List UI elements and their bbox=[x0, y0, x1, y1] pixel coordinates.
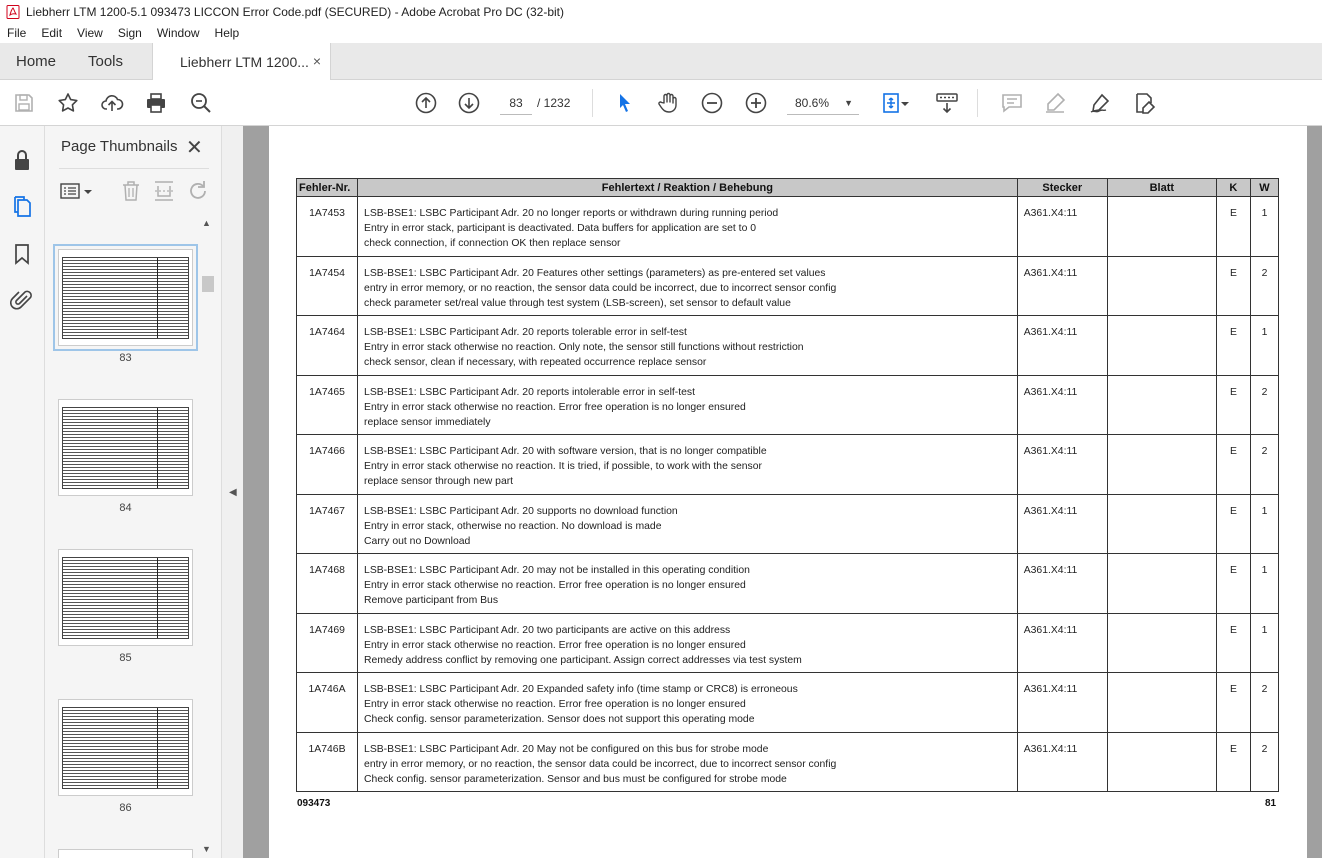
menu-view[interactable]: View bbox=[77, 26, 103, 40]
thumbnail-page-number: 83 bbox=[119, 352, 132, 364]
error-text-cell bbox=[358, 494, 1018, 554]
left-navigation-rail bbox=[0, 126, 45, 858]
scrollbar-thumb[interactable] bbox=[202, 276, 214, 292]
k-cell: E bbox=[1216, 256, 1250, 316]
zoom-in-icon[interactable] bbox=[744, 91, 768, 115]
panel-title: Page Thumbnails bbox=[61, 138, 178, 155]
error-code-cell: 1A7466 bbox=[297, 435, 358, 495]
thumbnail-page-number: 86 bbox=[119, 802, 132, 814]
w-cell: 2 bbox=[1250, 435, 1278, 495]
menu-window[interactable]: Window bbox=[156, 26, 200, 40]
thumbnail-preview bbox=[62, 557, 189, 639]
table-row bbox=[297, 375, 1279, 435]
error-text-cell bbox=[358, 732, 1018, 792]
zoom-level-dropdown[interactable] bbox=[787, 91, 859, 115]
w-cell: 2 bbox=[1250, 673, 1278, 733]
error-code-table bbox=[296, 178, 1279, 792]
table-row bbox=[297, 494, 1279, 554]
blatt-cell bbox=[1107, 197, 1216, 257]
table-row bbox=[297, 613, 1279, 673]
scroll-down-icon[interactable]: ▼ bbox=[202, 844, 211, 854]
page-total-label: / 1232 bbox=[537, 96, 571, 110]
error-text-line: Carry out no Download bbox=[364, 535, 471, 547]
upload-cloud-icon[interactable] bbox=[100, 91, 124, 115]
stecker-cell: A361.X4:11 bbox=[1017, 256, 1107, 316]
error-text-line: Entry in error stack otherwise no reaction. Error free operation is no longer ensured bbox=[364, 699, 746, 710]
page-thumbnail[interactable] bbox=[58, 249, 193, 346]
error-code-cell: 1A7467 bbox=[297, 494, 358, 554]
zoom-out-icon[interactable] bbox=[700, 91, 724, 115]
k-cell: E bbox=[1216, 673, 1250, 733]
keyboard-scroll-icon[interactable] bbox=[935, 91, 959, 115]
page-number-input[interactable]: 83 bbox=[500, 91, 532, 115]
table-header-row bbox=[297, 179, 1279, 197]
error-text-cell bbox=[358, 435, 1018, 495]
hand-tool-icon[interactable] bbox=[656, 91, 680, 115]
error-code-cell: 1A7464 bbox=[297, 316, 358, 376]
blatt-cell bbox=[1107, 375, 1216, 435]
save-icon[interactable] bbox=[12, 91, 36, 115]
error-text-line: LSB-BSE1: LSBC Participant Adr. 20 no longer reports or withdrawn during running period bbox=[364, 208, 779, 219]
blatt-cell bbox=[1107, 256, 1216, 316]
blatt-cell bbox=[1107, 673, 1216, 733]
stecker-cell: A361.X4:11 bbox=[1017, 613, 1107, 673]
main-toolbar bbox=[0, 80, 1322, 126]
w-cell: 2 bbox=[1250, 256, 1278, 316]
error-text-line: LSB-BSE1: LSBC Participant Adr. 20 with software version, that is no longer compatible bbox=[364, 446, 767, 457]
page-thumbnail[interactable] bbox=[58, 549, 193, 646]
tab-bar bbox=[0, 43, 1322, 80]
thumbnail-options-icon[interactable] bbox=[59, 178, 95, 204]
menu-edit[interactable]: Edit bbox=[41, 26, 63, 40]
error-text-cell bbox=[358, 375, 1018, 435]
error-text-line: Entry in error stack otherwise no reaction. Error free operation is no longer ensured bbox=[364, 639, 746, 651]
stecker-cell: A361.X4:11 bbox=[1017, 197, 1107, 257]
toolbar-divider bbox=[977, 89, 978, 117]
k-cell: E bbox=[1216, 316, 1250, 376]
error-text-line: LSB-BSE1: LSBC Participant Adr. 20 may not be installed in this operating condition bbox=[364, 565, 750, 576]
w-cell: 2 bbox=[1250, 375, 1278, 435]
error-text-line: LSB-BSE1: LSBC Participant Adr. 20 two participants are active on this address bbox=[364, 624, 731, 636]
bookmark-star-icon[interactable] bbox=[56, 91, 80, 115]
attachment-paperclip-icon[interactable] bbox=[10, 288, 34, 312]
w-cell: 1 bbox=[1250, 613, 1278, 673]
error-text-line: Remedy address conflict by removing one participant. Assign correct addresses via test system bbox=[364, 654, 802, 666]
error-text-line: entry in error memory, or no reaction, the sensor data could be incorrect, due to incorrect sensor config bbox=[364, 282, 837, 294]
title-bar bbox=[0, 0, 1322, 23]
error-text-line: Check config. sensor parameterization. Sensor does not support this operating mode bbox=[364, 714, 755, 725]
page-thumbnail[interactable] bbox=[58, 399, 193, 496]
lock-icon[interactable] bbox=[10, 148, 34, 172]
error-text-line: Entry in error stack otherwise no reaction. It is tried, if possible, to work with the sensor bbox=[364, 461, 762, 472]
table-row bbox=[297, 316, 1279, 376]
error-text-cell bbox=[358, 197, 1018, 257]
page-thumbnail[interactable] bbox=[58, 699, 193, 796]
chevron-left-icon: ◀ bbox=[229, 487, 237, 498]
menu-bar bbox=[0, 23, 1322, 43]
blatt-cell bbox=[1107, 554, 1216, 614]
error-code-cell: 1A746B bbox=[297, 732, 358, 792]
next-page-icon[interactable] bbox=[457, 91, 481, 115]
sign-pen-icon[interactable] bbox=[1088, 91, 1112, 115]
k-cell: E bbox=[1216, 732, 1250, 792]
tab-home[interactable]: Home bbox=[16, 53, 57, 70]
header-fehler-nr: Fehler-Nr. bbox=[297, 179, 358, 197]
close-panel-icon[interactable]: ✕ bbox=[186, 137, 203, 159]
error-text-line: replace sensor immediately bbox=[364, 416, 491, 428]
error-code-cell: 1A7465 bbox=[297, 375, 358, 435]
page-thumbnails-icon[interactable] bbox=[10, 194, 34, 218]
error-text-line: LSB-BSE1: LSBC Participant Adr. 20 reports tolerable error in self-test bbox=[364, 327, 687, 338]
blatt-cell bbox=[1107, 613, 1216, 673]
acrobat-pdf-icon bbox=[6, 5, 20, 19]
menu-file[interactable]: File bbox=[7, 26, 27, 40]
table-row bbox=[297, 197, 1279, 257]
error-text-line: entry in error memory, or no reaction, the sensor data could be incorrect, due to incorrect sensor config bbox=[364, 758, 837, 770]
error-text-line: LSB-BSE1: LSBC Participant Adr. 20 supports no download function bbox=[364, 505, 678, 517]
error-text-line: replace sensor through new part bbox=[364, 476, 514, 487]
error-text-line: check parameter set/real value through test system (LSB-screen), set sensor to default value bbox=[364, 297, 791, 309]
zoom-level-value: 80.6% bbox=[795, 96, 830, 110]
error-text-line: Entry in error stack otherwise no reaction. Error free operation is no longer ensured bbox=[364, 580, 746, 591]
table-row bbox=[297, 732, 1279, 792]
header-w: W bbox=[1250, 179, 1278, 197]
toolbar-divider bbox=[592, 89, 593, 117]
w-cell: 2 bbox=[1250, 732, 1278, 792]
thumbnail-preview bbox=[62, 257, 189, 339]
error-text-line: Entry in error stack otherwise no reaction. Error free operation is no longer ensured bbox=[364, 401, 746, 413]
error-code-cell: 1A7468 bbox=[297, 554, 358, 614]
error-text-line: Entry in error stack otherwise no reaction. Only note, the sensor still functions without restriction bbox=[364, 342, 804, 353]
scroll-up-icon[interactable]: ▲ bbox=[202, 218, 211, 228]
printed-page-number: 81 bbox=[1265, 798, 1277, 809]
error-text-cell bbox=[358, 316, 1018, 376]
select-cursor-icon[interactable] bbox=[612, 91, 636, 115]
error-text-line: LSB-BSE1: LSBC Participant Adr. 20 reports intolerable error in self-test bbox=[364, 386, 695, 398]
w-cell: 1 bbox=[1250, 316, 1278, 376]
header-blatt: Blatt bbox=[1107, 179, 1216, 197]
error-text-line: Entry in error stack, participant is deactivated. Data buffers for application are set to 0 bbox=[364, 223, 757, 234]
error-text-line: LSB-BSE1: LSBC Participant Adr. 20 May not be configured on this bus for strobe mode bbox=[364, 743, 769, 755]
error-text-line: Remove participant from Bus bbox=[364, 595, 499, 606]
page-thumbnail[interactable] bbox=[58, 849, 193, 858]
error-text-cell bbox=[358, 554, 1018, 614]
document-view[interactable] bbox=[243, 126, 1322, 858]
table-row bbox=[297, 554, 1279, 614]
tab-document[interactable] bbox=[152, 43, 331, 80]
search-zoom-icon[interactable] bbox=[189, 91, 213, 115]
header-k: K bbox=[1216, 179, 1250, 197]
table-row bbox=[297, 435, 1279, 495]
w-cell: 1 bbox=[1250, 554, 1278, 614]
panel-collapse-handle[interactable] bbox=[221, 126, 243, 858]
error-text-line: check connection, if connection OK then replace sensor bbox=[364, 238, 621, 249]
blatt-cell bbox=[1107, 494, 1216, 554]
blatt-cell bbox=[1107, 435, 1216, 495]
rotate-page-icon[interactable] bbox=[187, 178, 211, 204]
stecker-cell: A361.X4:11 bbox=[1017, 494, 1107, 554]
k-cell: E bbox=[1216, 375, 1250, 435]
stecker-cell: A361.X4:11 bbox=[1017, 732, 1107, 792]
stecker-cell: A361.X4:11 bbox=[1017, 375, 1107, 435]
thumbnail-preview bbox=[62, 407, 189, 489]
error-text-cell bbox=[358, 256, 1018, 316]
chevron-down-icon: ▼ bbox=[844, 98, 853, 108]
thumbnail-page-number: 85 bbox=[119, 652, 132, 664]
window-title: Liebherr LTM 1200-5.1 093473 LICCON Error Code.pdf (SECURED) - Adobe Acrobat Pro DC (32-bit) bbox=[26, 4, 565, 19]
comment-icon[interactable] bbox=[1000, 91, 1024, 115]
page-thumbnails-panel bbox=[45, 126, 221, 858]
highlight-pen-icon[interactable] bbox=[1043, 91, 1067, 115]
error-code-cell: 1A7453 bbox=[297, 197, 358, 257]
error-text-cell bbox=[358, 673, 1018, 733]
document-number: 093473 bbox=[297, 798, 331, 809]
error-code-cell: 1A746A bbox=[297, 673, 358, 733]
close-tab-icon[interactable]: × bbox=[312, 53, 321, 69]
error-text-line: check sensor, clean if necessary, with repeated occurrence replace sensor bbox=[364, 357, 707, 368]
previous-page-icon[interactable] bbox=[414, 91, 438, 115]
panel-divider bbox=[59, 168, 209, 169]
k-cell: E bbox=[1216, 435, 1250, 495]
blatt-cell bbox=[1107, 316, 1216, 376]
blatt-cell bbox=[1107, 732, 1216, 792]
pdf-page bbox=[269, 126, 1307, 858]
print-icon[interactable] bbox=[144, 91, 168, 115]
thumbnail-page-number: 84 bbox=[119, 502, 132, 514]
table-row bbox=[297, 256, 1279, 316]
error-text-line: LSB-BSE1: LSBC Participant Adr. 20 Features other settings (parameters) as pre-entered set values bbox=[364, 267, 826, 279]
edit-document-icon[interactable] bbox=[1132, 91, 1156, 115]
fit-page-dropdown-icon[interactable] bbox=[898, 91, 912, 115]
header-fehlertext: Fehlertext / Reaktion / Behebung bbox=[358, 179, 1018, 197]
error-text-line: LSB-BSE1: LSBC Participant Adr. 20 Expanded safety info (time stamp or CRC8) is erroneous bbox=[364, 684, 798, 695]
error-code-cell: 1A7469 bbox=[297, 613, 358, 673]
menu-help[interactable]: Help bbox=[214, 26, 240, 40]
header-stecker: Stecker bbox=[1017, 179, 1107, 197]
stecker-cell: A361.X4:11 bbox=[1017, 316, 1107, 376]
w-cell: 1 bbox=[1250, 494, 1278, 554]
menu-sign[interactable]: Sign bbox=[117, 26, 142, 40]
error-text-line: Check config. sensor parameterization. Sensor and bus must be configured for strobe mode bbox=[364, 773, 787, 785]
delete-page-icon[interactable] bbox=[119, 178, 143, 204]
bookmark-icon[interactable] bbox=[10, 242, 34, 266]
stecker-cell: A361.X4:11 bbox=[1017, 554, 1107, 614]
error-code-cell: 1A7454 bbox=[297, 256, 358, 316]
thumbnail-preview bbox=[62, 707, 189, 789]
k-cell: E bbox=[1216, 197, 1250, 257]
tab-tools[interactable]: Tools bbox=[88, 53, 124, 70]
table-row bbox=[297, 673, 1279, 733]
error-text-line: Entry in error stack, otherwise no reaction. No download is made bbox=[364, 520, 662, 532]
w-cell: 1 bbox=[1250, 197, 1278, 257]
k-cell: E bbox=[1216, 494, 1250, 554]
thumbnail-scrollbar[interactable] bbox=[200, 218, 214, 858]
extract-page-icon[interactable] bbox=[152, 178, 176, 204]
stecker-cell: A361.X4:11 bbox=[1017, 435, 1107, 495]
k-cell: E bbox=[1216, 554, 1250, 614]
error-text-cell bbox=[358, 613, 1018, 673]
stecker-cell: A361.X4:11 bbox=[1017, 673, 1107, 733]
tab-document-label: Liebherr LTM 1200... bbox=[180, 53, 309, 70]
k-cell: E bbox=[1216, 613, 1250, 673]
